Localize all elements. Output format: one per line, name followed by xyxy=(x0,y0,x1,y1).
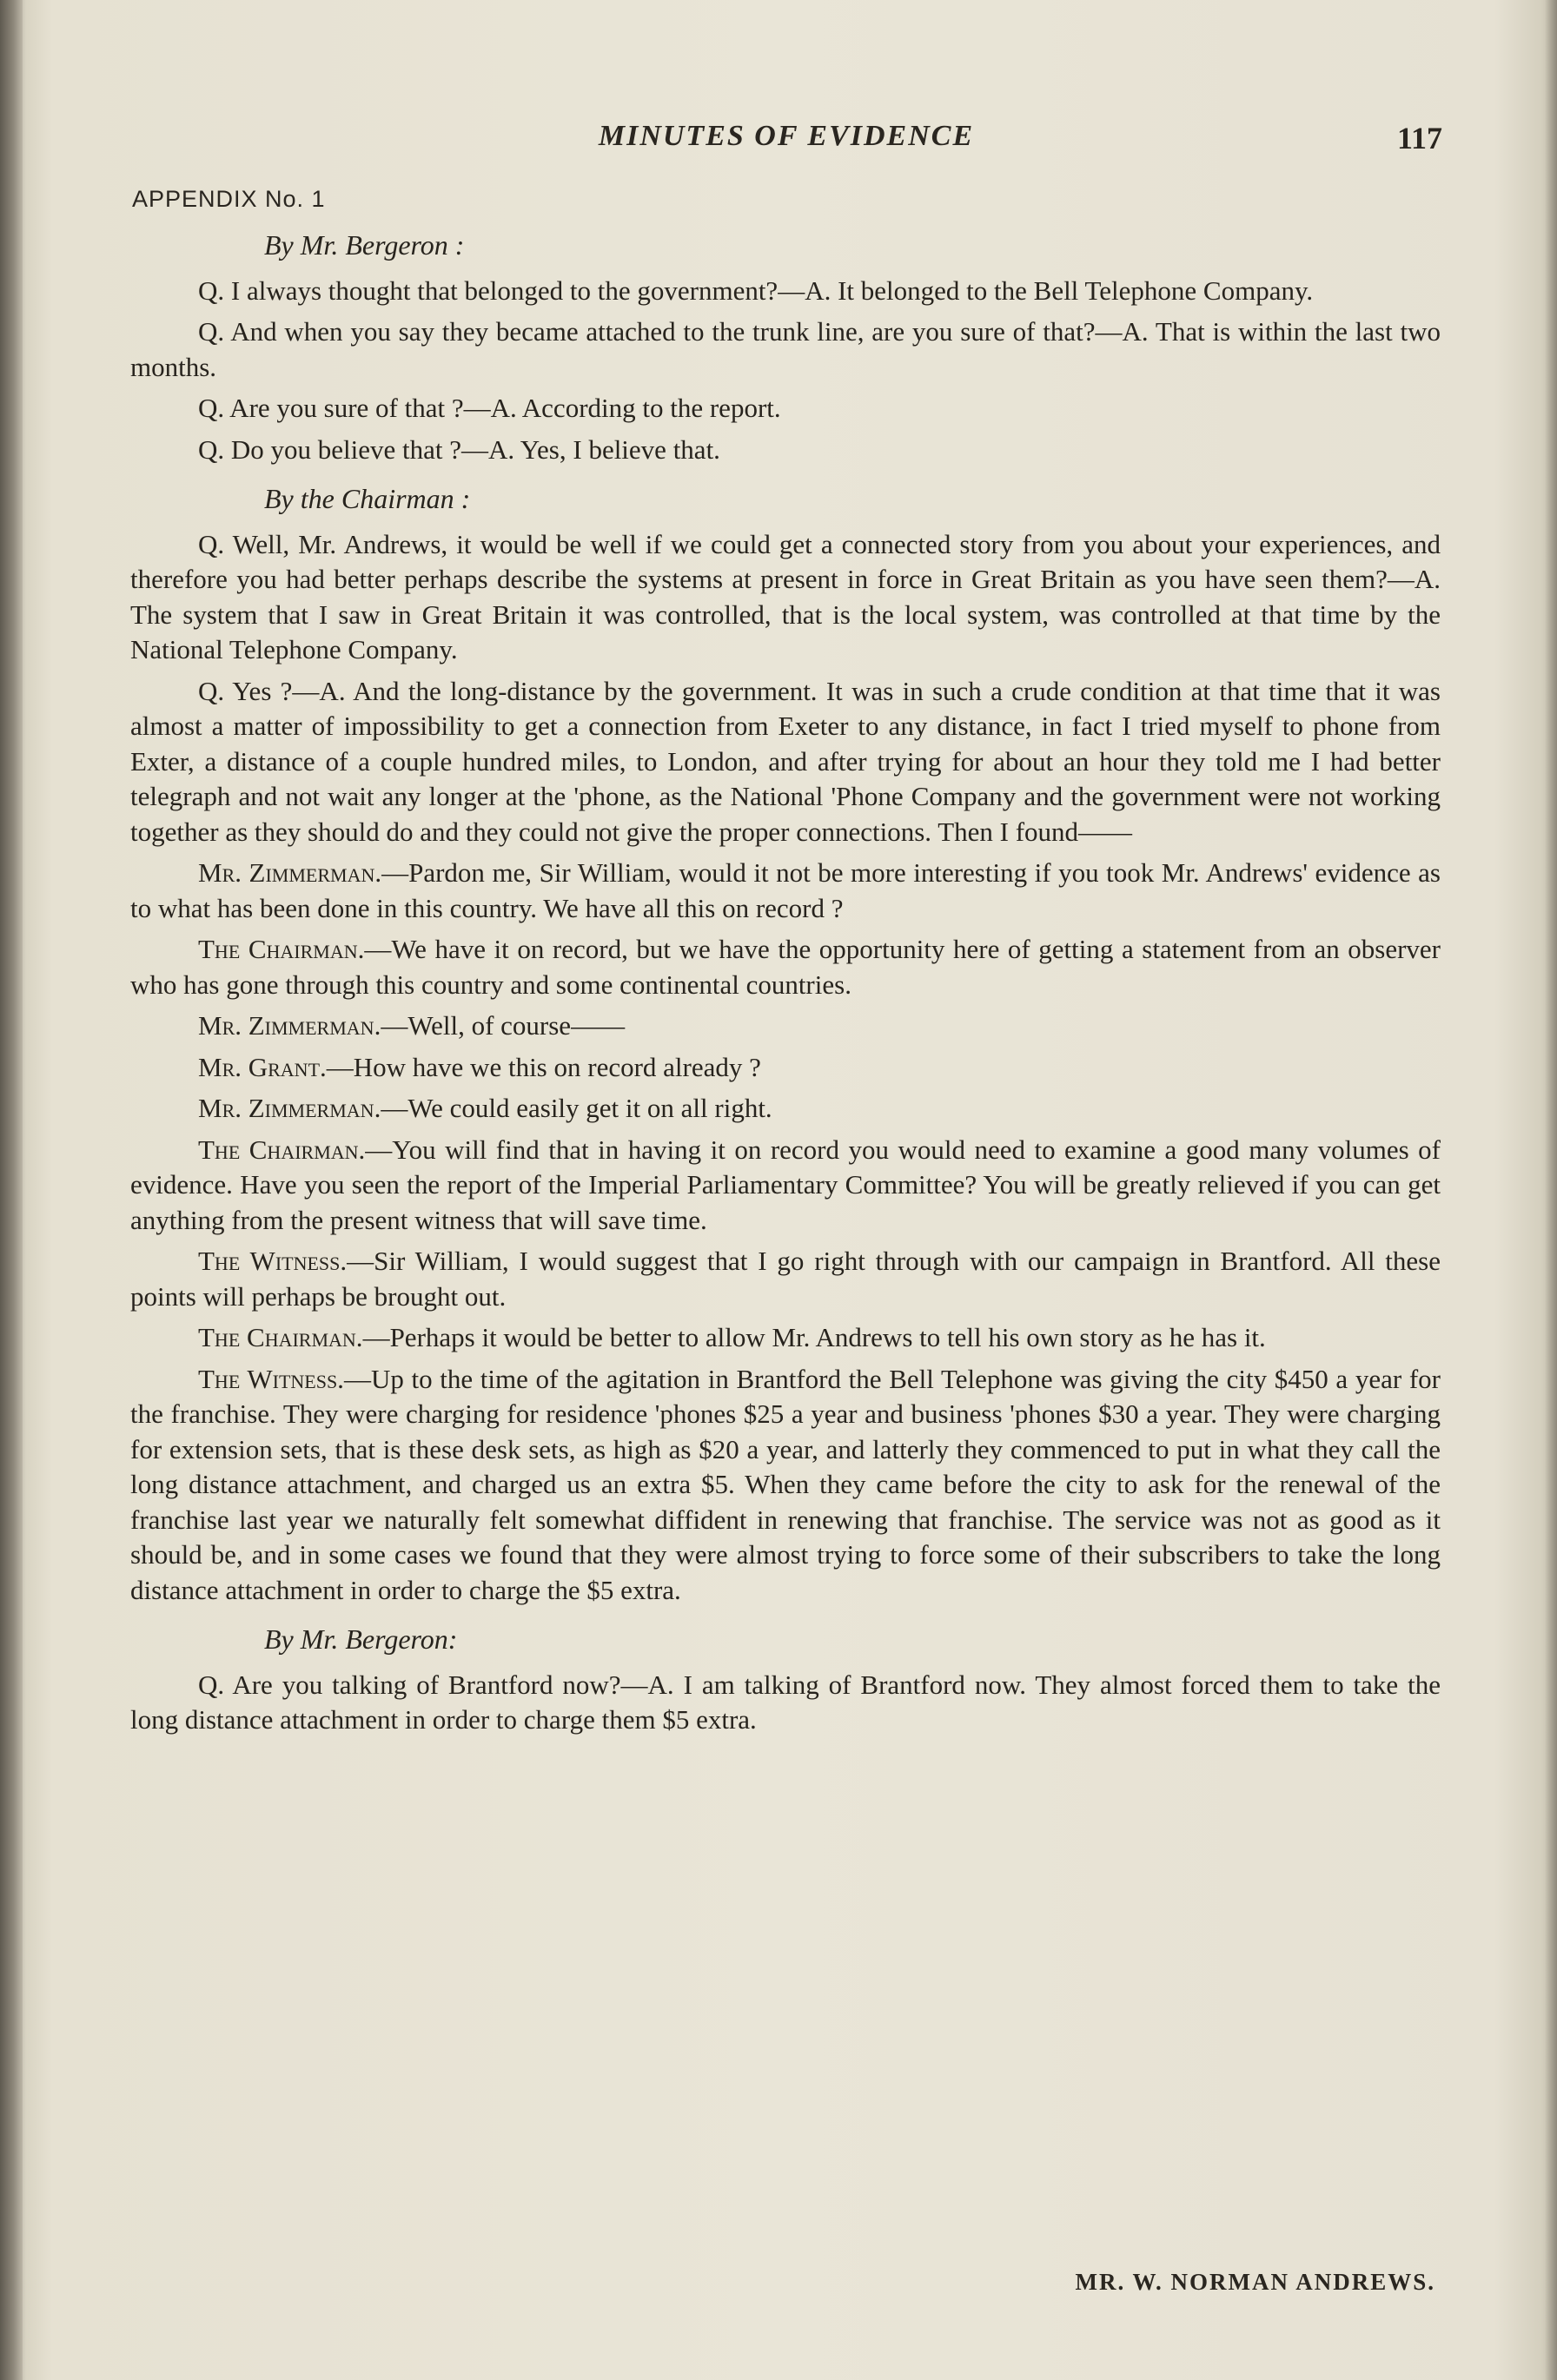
speech-text: —Up to the time of the agitation in Brantford the Bell Telephone was giving the city $450 a year for the franchise. They were charging for residence 'phones $25 a year and business 'phones $30 a year. They were charging for extension sets, that is these desk sets, as high as $20 a year, and latterly they commenced to put in what they call the long distance attachment, and charged us an extra $5. When they came before the city to ask for the renewal of the franchise last year we naturally felt somewhat diffident in renewing that franchise. The service was not as good as it should be, and in some cases we found that they were almost trying to force some of their subscribers to take the long distance attachment in order to charge the $5 extra. xyxy=(130,1363,1441,1605)
speech-text: —Pardon me, Sir William, would it not be more interesting if you took Mr. Andrews' evidence as to what has been done in this country. We have all this on record ? xyxy=(130,857,1441,923)
dialogue-paragraph xyxy=(130,856,1441,926)
dialogue-paragraph xyxy=(130,1008,1441,1044)
speaker-name: Mr. Zimmerman. xyxy=(198,1093,381,1123)
speech-text: —Well, of course—— xyxy=(381,1010,626,1041)
speaker-name: The Chairman. xyxy=(198,1134,366,1165)
speech-text: —Perhaps it would be better to allow Mr. Andrews to tell his own story as he has it. xyxy=(362,1322,1266,1352)
dialogue-paragraph xyxy=(130,1244,1441,1314)
page-header xyxy=(130,120,1442,163)
qa-paragraph: Q. Are you talking of Brantford now?—A. I am talking of Brantford now. They almost forced them to take the long distance attachment in order to charge them $5 extra. xyxy=(130,1669,1441,1735)
body-text xyxy=(130,228,1441,1744)
page-number: 117 xyxy=(1396,121,1442,155)
speaker-name: Mr. Zimmerman. xyxy=(198,1010,381,1041)
speech-text: —You will find that in having it on record you would need to examine a good many volumes of evidence. Have you seen the report of the Imperial Parliamentary Committee? You will be greatly relieved if you can get anything from the present witness that will save time. xyxy=(130,1134,1441,1235)
speaker-name: The Witness. xyxy=(198,1246,348,1276)
dialogue-paragraph xyxy=(130,1091,1441,1127)
speaker-name: The Chairman. xyxy=(198,1322,363,1352)
speaker-name: Mr. Grant. xyxy=(198,1051,327,1082)
running-head: MINUTES OF EVIDENCE xyxy=(598,120,975,152)
speaker-heading: By the Chairman : xyxy=(264,483,471,514)
dialogue-paragraph xyxy=(130,932,1441,1002)
dialogue-paragraph xyxy=(130,1362,1441,1609)
page-edge-shadow xyxy=(1545,0,1557,2380)
qa-paragraph: Q. Are you sure of that ?—A. According to the report. xyxy=(198,393,781,423)
qa-paragraph: Q. Well, Mr. Andrews, it would be well if we could get a connected story from you about your experiences, and therefore you had better perhaps describe the systems at present in force in Great Britain as you have seen them?—A. The system that I saw in Great Britain it was controlled, that is the local system, was controlled at that time by the National Telephone Company. xyxy=(130,528,1441,664)
speech-text: —We could easily get it on all right. xyxy=(381,1093,772,1123)
qa-paragraph: Q. Yes ?—A. And the long-distance by the government. It was in such a crude condition at that time that it was almost a matter of impossibility to get a connection from Exeter to any distance, in fact I tried myself to phone from Exter, a distance of a couple hundred miles, to London, and after trying for about an hour they told me I had better telegraph and not wait any longer at the 'phone, as the National 'Phone Company and the government were not working together as they should do and they could not give the proper connections. Then I found—— xyxy=(130,675,1441,847)
speech-text: —Sir William, I would suggest that I go right through with our campaign in Brantford. All these points will perhaps be brought out. xyxy=(130,1246,1441,1312)
speech-text: —We have it on record, but we have the opportunity here of getting a statement from an observer who has gone through this country and some continental countries. xyxy=(130,934,1441,1000)
dialogue-paragraph xyxy=(130,1050,1441,1086)
speech-text: —How have we this on record already ? xyxy=(326,1051,761,1082)
qa-paragraph: Q. I always thought that belonged to the government?—A. It belonged to the Bell Telephone Company. xyxy=(198,274,1314,306)
speaker-heading: By Mr. Bergeron: xyxy=(264,1623,458,1655)
speaker-name: The Chairman. xyxy=(198,934,365,964)
speaker-name: The Witness. xyxy=(198,1363,344,1394)
appendix-label: APPENDIX No. 1 xyxy=(132,186,326,212)
dialogue-paragraph xyxy=(130,1320,1441,1356)
speaker-name: Mr. Zimmerman. xyxy=(198,857,382,888)
witness-footer: MR. W. NORMAN ANDREWS. xyxy=(1075,2269,1435,2295)
book-binding-shadow xyxy=(0,0,23,2380)
speaker-heading: By Mr. Bergeron : xyxy=(264,229,465,261)
dialogue-paragraph xyxy=(130,1133,1441,1239)
qa-paragraph: Q. Do you believe that ?—A. Yes, I believe that. xyxy=(198,433,720,465)
qa-paragraph: Q. And when you say they became attached to the trunk line, are you sure of that?—A. That is within the last two months. xyxy=(130,316,1441,382)
